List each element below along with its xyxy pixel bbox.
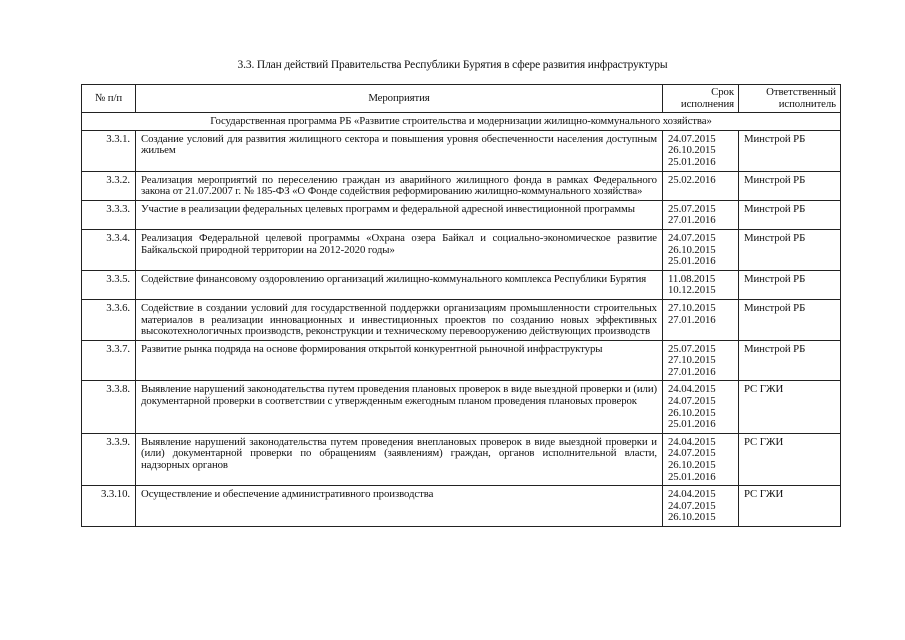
row-activity: Развитие рынка подряда на основе формирования открытой конкурентной рыночной инфраструктуры — [136, 340, 663, 381]
deadline-date: 27.01.2016 — [668, 313, 716, 326]
row-activity: Создание условий для развития жилищного сектора и повышения уровня обеспеченности населения доступным жильем — [136, 130, 663, 171]
table-row — [82, 299, 841, 340]
table-row — [82, 340, 841, 381]
deadline-date: 24.07.2015 — [668, 499, 716, 512]
deadline-date: 24.04.2015 — [668, 435, 716, 448]
row-number: 3.3.6. — [82, 299, 136, 340]
deadline-date: 26.10.2015 — [668, 511, 716, 524]
table-body — [82, 113, 841, 527]
row-deadlines — [663, 130, 739, 171]
table-row — [82, 270, 841, 299]
column-header-activity: Мероприятия — [136, 85, 663, 113]
row-responsible: РС ГЖИ — [739, 433, 841, 485]
table-header-row — [82, 85, 841, 113]
deadline-date: 25.01.2016 — [668, 255, 716, 268]
table-row — [82, 486, 841, 527]
deadline-date: 24.04.2015 — [668, 488, 716, 501]
deadline-date: 27.10.2015 — [668, 301, 716, 314]
column-header-responsible: Ответственный исполнитель — [739, 85, 841, 113]
column-header-deadline: Срок исполнения — [663, 85, 739, 113]
page-title: 3.3. План действий Правительства Республики Бурятия в сфере развития инфраструктуры — [237, 59, 668, 71]
deadline-date: 24.07.2015 — [668, 231, 716, 244]
deadline-date: 27.01.2016 — [668, 214, 716, 227]
row-deadlines — [663, 340, 739, 381]
row-number: 3.3.5. — [82, 270, 136, 299]
action-plan-table — [81, 84, 841, 527]
deadline-date: 25.01.2016 — [668, 155, 716, 168]
deadline-date: 27.10.2015 — [668, 354, 716, 367]
deadline-date: 26.10.2015 — [668, 243, 716, 256]
row-responsible: Минстрой РБ — [739, 299, 841, 340]
row-responsible: Минстрой РБ — [739, 200, 841, 229]
row-activity: Выявление нарушений законодательства путем проведения внеплановых проверок в виде выездной проверки и (или) документарной проверки по обращениям (заявлениям) граждан, органов исполнительной власти, надзорных органов — [136, 433, 663, 485]
table-row — [82, 130, 841, 171]
row-responsible: Минстрой РБ — [739, 130, 841, 171]
row-activity: Реализация мероприятий по переселению граждан из аварийного жилищного фонда в рамках Федерального закона от 21.07.2007 г. № 185-ФЗ «О Фонде содействия реформированию жилищно-коммунального хозяйства» — [136, 171, 663, 200]
row-number: 3.3.7. — [82, 340, 136, 381]
row-number: 3.3.8. — [82, 381, 136, 433]
row-responsible: Минстрой РБ — [739, 340, 841, 381]
row-deadlines — [663, 299, 739, 340]
table-row — [82, 381, 841, 433]
deadline-date: 11.08.2015 — [668, 272, 716, 285]
section-title: Государственная программа РБ «Развитие строительства и модернизации жилищно-коммунального хозяйства» — [82, 113, 841, 131]
deadline-date: 25.01.2016 — [668, 470, 716, 483]
row-activity: Осуществление и обеспечение административного производства — [136, 486, 663, 527]
deadline-date: 24.07.2015 — [668, 395, 716, 408]
row-activity: Содействие в создании условий для государственной поддержки организациям промышленности строительных материалов в реализации инновационных и инвестиционных проектов по созданию новых эффективных высокотехнологичных производств, реконструкции и техническому перевооружению действующих производств — [136, 299, 663, 340]
deadline-date: 26.10.2015 — [668, 406, 716, 419]
deadline-date: 27.01.2016 — [668, 365, 716, 378]
row-deadlines — [663, 433, 739, 485]
deadline-date: 24.04.2015 — [668, 383, 716, 396]
deadline-date: 26.10.2015 — [668, 144, 716, 157]
row-number: 3.3.4. — [82, 229, 136, 270]
row-deadlines — [663, 200, 739, 229]
deadline-date: 24.07.2015 — [668, 447, 716, 460]
row-deadlines — [663, 229, 739, 270]
deadline-date: 10.12.2015 — [668, 284, 716, 297]
row-number: 3.3.10. — [82, 486, 136, 527]
row-deadlines — [663, 270, 739, 299]
row-number: 3.3.3. — [82, 200, 136, 229]
deadline-date: 25.07.2015 — [668, 202, 716, 215]
deadline-date: 25.02.2016 — [668, 173, 716, 186]
row-deadlines — [663, 171, 739, 200]
row-activity: Участие в реализации федеральных целевых программ и федеральной адресной инвестиционной программы — [136, 200, 663, 229]
row-responsible: РС ГЖИ — [739, 381, 841, 433]
row-responsible: Минстрой РБ — [739, 229, 841, 270]
row-responsible: РС ГЖИ — [739, 486, 841, 527]
deadline-date: 24.07.2015 — [668, 132, 716, 145]
row-number: 3.3.9. — [82, 433, 136, 485]
section-row — [82, 113, 841, 131]
deadline-date: 25.01.2016 — [668, 418, 716, 431]
table-row — [82, 229, 841, 270]
deadline-date: 26.10.2015 — [668, 459, 716, 472]
deadline-date: 25.07.2015 — [668, 342, 716, 355]
table-row — [82, 433, 841, 485]
row-activity: Содействие финансовому оздоровлению организаций жилищно-коммунального комплекса Республики Бурятия — [136, 270, 663, 299]
row-responsible: Минстрой РБ — [739, 270, 841, 299]
table-row — [82, 200, 841, 229]
row-number: 3.3.2. — [82, 171, 136, 200]
row-responsible: Минстрой РБ — [739, 171, 841, 200]
row-activity: Реализация Федеральной целевой программы «Охрана озера Байкал и социально-экономическое развитие Байкальской природной территории на 2012-2020 годы» — [136, 229, 663, 270]
table-row — [82, 171, 841, 200]
row-deadlines — [663, 381, 739, 433]
row-deadlines — [663, 486, 739, 527]
row-number: 3.3.1. — [82, 130, 136, 171]
column-header-num: № п/п — [82, 85, 136, 113]
row-activity: Выявление нарушений законодательства путем проведения плановых проверок в виде выездной проверки и (или) документарной проверки в соответствии с утвержденным ежегодным планом проведения плановых проверок — [136, 381, 663, 433]
